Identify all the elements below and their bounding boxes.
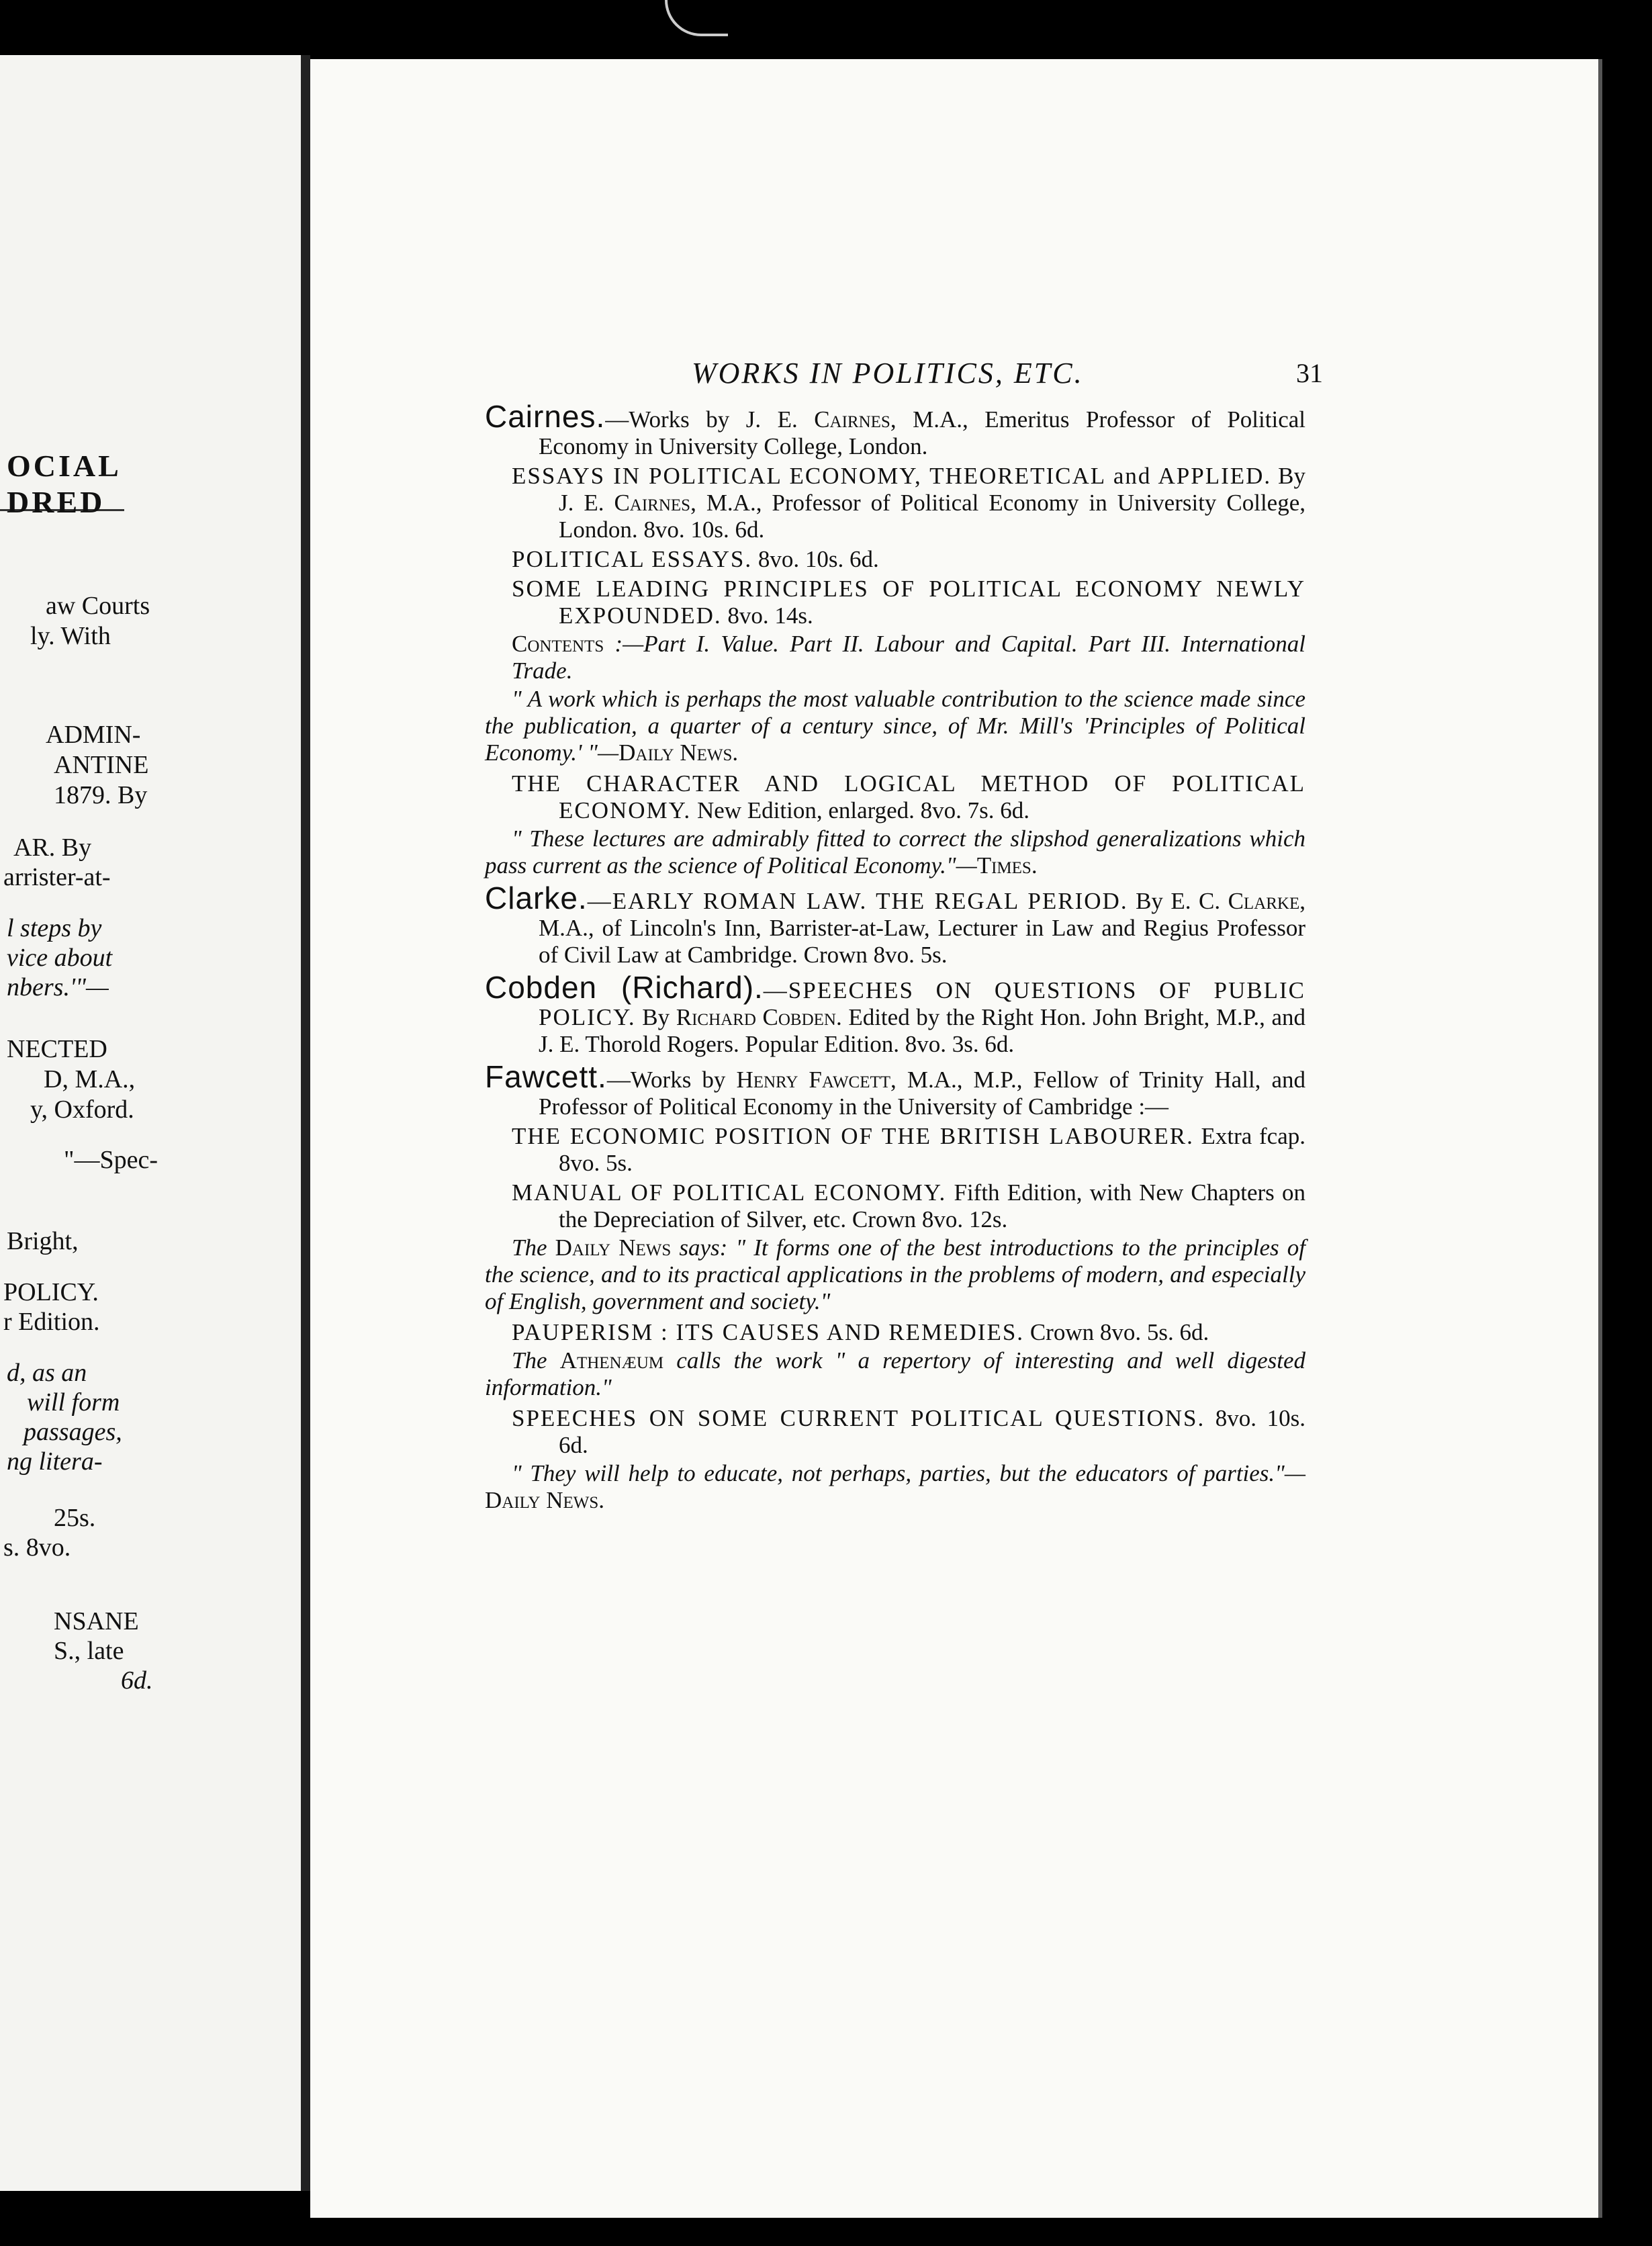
left-text-fragment: POLICY. — [3, 1278, 99, 1306]
left-text-fragment: S., late — [54, 1637, 124, 1665]
review-quote: " A work which is perhaps the most valuable contribution to the science made since the publication, a quarter of a century since, of Mr. Mill's 'Principles of Political Economy.' "—Daily News. — [485, 686, 1305, 766]
entry-cobden — [485, 970, 1305, 1058]
left-text-fragment: will form — [27, 1388, 120, 1417]
left-text-fragment: s. 8vo. — [3, 1533, 71, 1562]
author-name: Fawcett. — [485, 1059, 607, 1094]
work-item: MANUAL OF POLITICAL ECONOMY. Fifth Edition, with New Chapters on the Depreciation of Silver, etc. Crown 8vo. 12s. — [512, 1179, 1305, 1232]
left-text-fragment: 1879. By — [54, 781, 148, 809]
left-text-fragment: AR. By — [13, 834, 92, 862]
page-number: 31 — [1296, 358, 1323, 388]
left-text-fragment: arrister-at- — [3, 863, 111, 891]
work-item: SOME LEADING PRINCIPLES OF POLITICAL ECONOMY NEWLY EXPOUNDED. 8vo. 14s. — [512, 576, 1305, 629]
entry-cairnes — [485, 399, 1306, 879]
contents-note: Contents :—Part I. Value. Part II. Labour and Capital. Part III. International Trade. — [512, 631, 1305, 684]
left-text-fragment: NECTED — [7, 1035, 107, 1063]
work-item: SPEECHES ON SOME CURRENT POLITICAL QUESTIONS. 8vo. 10s. 6d. — [512, 1405, 1305, 1458]
review-quote: " These lectures are admirably fitted to correct the slipshod generalizations which pass current as the science of Political Economy."—Times. — [485, 825, 1305, 879]
left-text-fragment: DRED — [7, 485, 105, 519]
review-quote: The Athenæum calls the work " a repertory of interesting and well digested information." — [485, 1347, 1305, 1400]
left-text-fragment: 25s. — [54, 1504, 96, 1532]
left-text-fragment: nbers.'"— — [7, 973, 109, 1001]
left-text-fragment: y, Oxford. — [30, 1095, 134, 1124]
left-text-fragment: ng litera- — [7, 1447, 103, 1476]
work-item: THE ECONOMIC POSITION OF THE BRITISH LABOURER. Extra fcap. 8vo. 5s. — [512, 1123, 1305, 1176]
left-text-fragment: ly. With — [30, 622, 111, 650]
work-item: THE CHARACTER AND LOGICAL METHOD OF POLITICAL ECONOMY. New Edition, enlarged. 8vo. 7s. 6d. — [512, 770, 1305, 823]
left-text-fragment: r Edition. — [3, 1308, 100, 1336]
author-name: Cobden (Richard). — [485, 970, 764, 1005]
work-item: POLITICAL ESSAYS. 8vo. 10s. 6d. — [512, 546, 879, 572]
entry-header: Clarke.—EARLY ROMAN LAW. THE REGAL PERIOD. By E. C. Clarke, M.A., of Lincoln's Inn, Barrister-at-Law, Lecturer in Law and Regius Professor of Civil Law at Cambridge. Crown 8vo. 5s. — [485, 881, 1305, 968]
review-quote: The Daily News says: " It forms one of the best introductions to the principles of the science, and to its practical applications in the problems of modern, and especially of English, government and society." — [485, 1234, 1306, 1314]
book-gutter — [301, 55, 310, 2191]
review-quote: " They will help to educate, not perhaps, parties, but the educators of parties."—Daily News. — [485, 1460, 1305, 1513]
left-text-fragment: ADMIN- — [46, 721, 141, 749]
entry-header: Cairnes.—Works by J. E. Cairnes, M.A., Emeritus Professor of Political Economy in University College, London. — [485, 399, 1305, 459]
left-text-fragment: Bright, — [7, 1227, 79, 1255]
left-page-fragment — [0, 55, 301, 2191]
left-text-fragment: NSANE — [54, 1607, 139, 1635]
work-item: ESSAYS IN POLITICAL ECONOMY, THEORETICAL and APPLIED. By J. E. Cairnes, M.A., Professor of Political Economy in University College, London. 8vo. 10s. 6d. — [512, 463, 1306, 543]
left-text-fragment: aw Courts — [46, 592, 150, 620]
author-name: Cairnes. — [485, 399, 606, 434]
left-text-fragment: ANTINE — [54, 751, 149, 779]
entry-clarke — [485, 881, 1305, 969]
left-text-fragment: d, as an — [7, 1359, 87, 1387]
left-text-fragment: "—Spec- — [64, 1146, 158, 1174]
author-name: Clarke. — [485, 881, 588, 915]
entry-fawcett — [485, 1059, 1306, 1514]
left-text-fragment: vice about — [7, 944, 113, 972]
entry-header: Fawcett.—Works by Henry Fawcett, M.A., M.P., Fellow of Trinity Hall, and Professor of Political Economy in the University of Cambridge :— — [485, 1059, 1305, 1120]
page-edge-curl — [665, 0, 728, 36]
left-text-fragment: passages, — [24, 1418, 122, 1446]
left-text-fragment: l steps by — [7, 914, 102, 942]
left-text-fragment: 6d. — [121, 1666, 153, 1695]
work-item: PAUPERISM : ITS CAUSES AND REMEDIES. Crown 8vo. 5s. 6d. — [512, 1319, 1209, 1345]
running-title: WORKS IN POLITICS, ETC. — [692, 357, 1084, 390]
left-text-fragment: D, M.A., — [44, 1065, 136, 1093]
left-text-fragment: OCIAL — [7, 449, 122, 483]
page-header — [376, 356, 1323, 396]
catalogue-content — [485, 399, 1306, 1519]
entry-header: Cobden (Richard).—SPEECHES ON QUESTIONS OF PUBLIC POLICY. By Richard Cobden. Edited by the Right Hon. John Bright, M.P., and J. E. Thorold Rogers. Popular Edition. 8vo. 3s. 6d. — [485, 970, 1305, 1057]
